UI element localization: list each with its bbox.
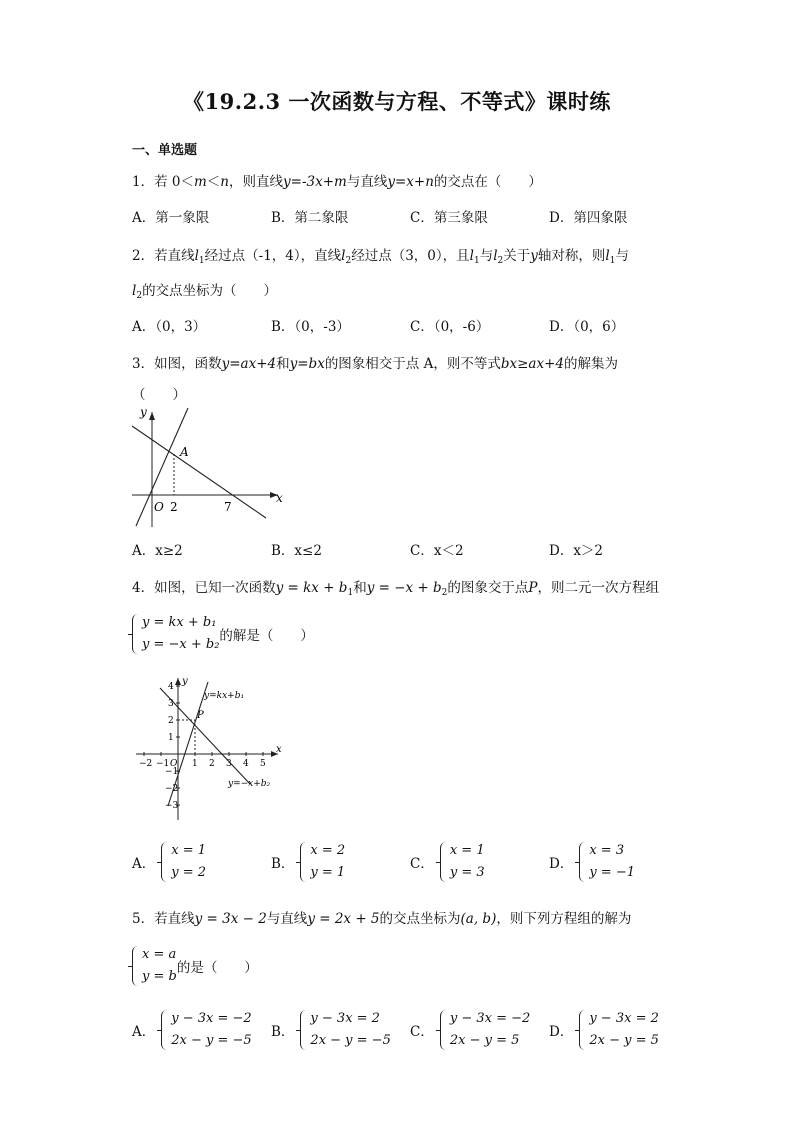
svg-text:−1: −1 bbox=[156, 759, 170, 769]
q5-option-b[interactable]: B． y − 3x = 2 2x − y = −5 bbox=[271, 1008, 391, 1052]
q3-option-c[interactable]: C．x＜2 bbox=[410, 543, 464, 559]
q5-option-d[interactable]: D． y − 3x = 2 2x − y = 5 bbox=[549, 1008, 659, 1052]
svg-text:4: 4 bbox=[243, 759, 249, 769]
q3-option-d[interactable]: D．x＞2 bbox=[549, 543, 604, 559]
svg-text:−1: −1 bbox=[165, 767, 179, 777]
question-2-line-1: 2．若直线$l_1$经过点（-1，4），直线$l_2$经过点（3，0），且$l_1$与$l_2$关于y轴对称，则$l_1$与 bbox=[132, 248, 629, 266]
q4-label-line2: y=−x+b₂ bbox=[228, 779, 271, 789]
question-5-line-2: x = a y = b 的是（ ） bbox=[132, 944, 258, 988]
q2-option-d[interactable]: D．（0，6） bbox=[549, 319, 625, 335]
q3-y-arrow bbox=[149, 412, 155, 420]
svg-text:−2: −2 bbox=[139, 759, 153, 769]
q4-label-line1: y=kx+b₁ bbox=[204, 691, 245, 701]
svg-text:1: 1 bbox=[192, 759, 198, 769]
q3-option-b[interactable]: B．x≤2 bbox=[271, 543, 322, 559]
q3-tick-7: 7 bbox=[224, 500, 232, 514]
q3-y-label: y bbox=[140, 405, 147, 419]
question-1: 1．若 0＜m＜n，则直线y=-3x+m与直线y=x+n的交点在（ ） bbox=[132, 174, 542, 190]
q3-tick-2: 2 bbox=[170, 500, 178, 514]
svg-text:3: 3 bbox=[226, 759, 232, 769]
question-3-line-1: 3．如图，函数y=ax+4和y=bx的图象相交于点 A，则不等式bx≥ax+4的解集为 bbox=[132, 356, 618, 372]
question-3-line-2: （ ） bbox=[132, 387, 186, 403]
q4-system: y = kx + b₁ y = −x + b₂ bbox=[132, 612, 219, 656]
q4-option-d[interactable]: D． x = 3 y = −1 bbox=[549, 840, 635, 884]
q1-option-a[interactable]: A．第一象限 bbox=[132, 210, 210, 226]
q4-option-b[interactable]: B． x = 2 y = 1 bbox=[271, 840, 345, 884]
svg-text:1: 1 bbox=[168, 733, 174, 743]
q4-graph bbox=[130, 672, 290, 822]
q4-x-label: x bbox=[276, 744, 282, 755]
q2-option-c[interactable]: C．（0，-6） bbox=[410, 319, 490, 335]
svg-text:−2: −2 bbox=[165, 784, 179, 794]
q4-option-c[interactable]: C． x = 1 y = 3 bbox=[410, 840, 485, 884]
svg-text:O: O bbox=[170, 759, 178, 769]
q4-point-p-label: P bbox=[197, 710, 204, 721]
question-4-line-2: y = kx + b₁ y = −x + b₂ 的解是（ ） bbox=[132, 612, 314, 656]
q1-option-b[interactable]: B．第二象限 bbox=[271, 210, 349, 226]
q2-option-b[interactable]: B．（0，-3） bbox=[271, 319, 350, 335]
q5-option-c[interactable]: C． y − 3x = −2 2x − y = 5 bbox=[410, 1008, 530, 1052]
q3-origin-label: O bbox=[154, 500, 164, 514]
svg-text:2: 2 bbox=[168, 716, 174, 726]
q2-option-a[interactable]: A．（0，3） bbox=[132, 319, 207, 335]
svg-text:3: 3 bbox=[168, 699, 174, 709]
svg-text:4: 4 bbox=[168, 682, 174, 692]
svg-text:2: 2 bbox=[209, 759, 215, 769]
q4-y-label: y bbox=[182, 676, 188, 687]
svg-text:−3: −3 bbox=[165, 801, 179, 811]
q3-graph bbox=[128, 402, 288, 530]
q4-y-arrow bbox=[175, 678, 181, 685]
q4-option-a[interactable]: A． x = 1 y = 2 bbox=[132, 840, 206, 884]
section-heading: 一、单选题 bbox=[132, 143, 198, 158]
q3-point-a-label: A bbox=[180, 445, 189, 459]
question-4-line-1: 4．如图，已知一次函数y = kx + $b_1$和$y = -x + b_2$的图象交于点P，则二元一次方程组 bbox=[132, 580, 659, 598]
question-5-line-1: 5．若直线y = 3x − 2与直线y = 2x + 5的交点坐标为(a, b)，则下列方程组的解为 bbox=[132, 911, 632, 927]
q5-option-a[interactable]: A． y − 3x = −2 2x − y = −5 bbox=[132, 1008, 252, 1052]
q4-x-tick-labels bbox=[139, 759, 266, 769]
question-2-line-2: $l_2$的交点坐标为（ ） bbox=[132, 283, 278, 301]
q1-option-d[interactable]: D．第四象限 bbox=[549, 210, 628, 226]
q3-x-label: x bbox=[276, 491, 283, 505]
q4-y-tick-labels bbox=[165, 682, 179, 811]
page-title: 《19.2.3 一次函数与方程、不等式》课时练 bbox=[183, 89, 611, 114]
svg-text:5: 5 bbox=[260, 759, 266, 769]
q3-option-a[interactable]: A．x≥2 bbox=[132, 543, 183, 559]
q5-system: x = a y = b bbox=[132, 944, 177, 988]
q1-option-c[interactable]: C．第三象限 bbox=[410, 210, 488, 226]
